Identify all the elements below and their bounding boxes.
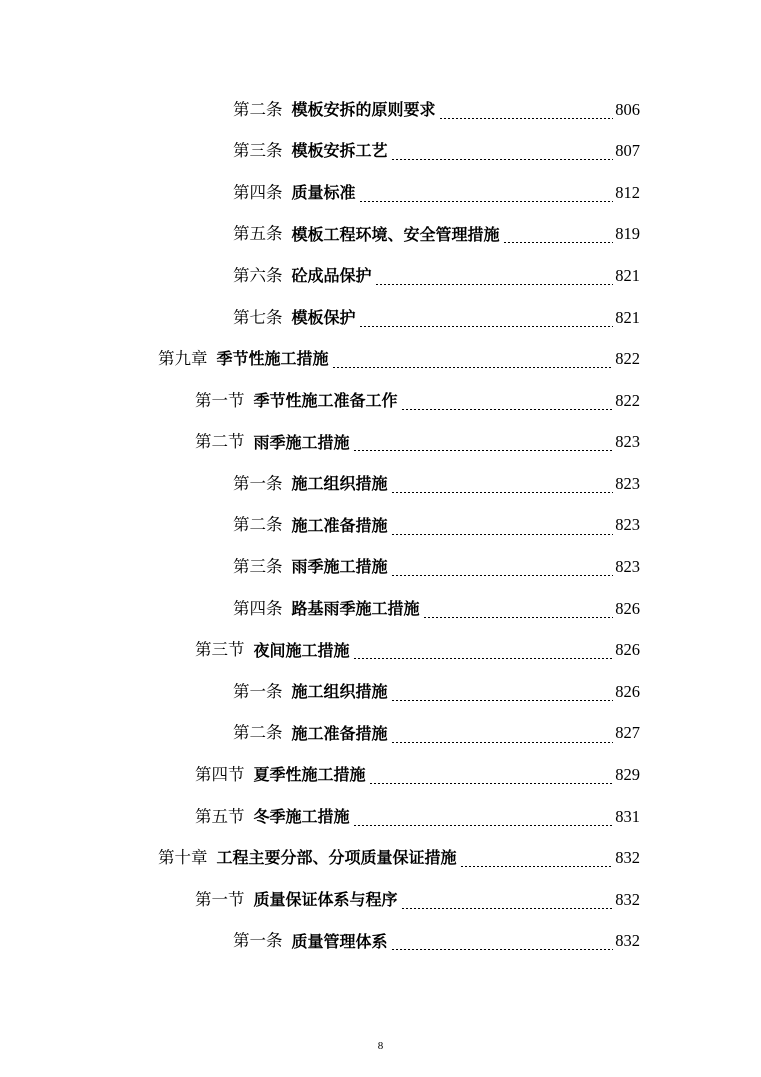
toc-entry-page: 823 [615, 473, 640, 493]
toc-entry-number: 第一条 [233, 931, 283, 951]
toc-entry-page: 806 [615, 99, 640, 119]
toc-entry-page: 821 [615, 307, 640, 327]
toc-entry-title: 模板安拆工艺 [291, 141, 388, 161]
toc-entry-page: 822 [615, 349, 640, 369]
toc-entry-page: 823 [615, 432, 640, 452]
toc-entry-page: 832 [615, 848, 640, 868]
table-of-contents [0, 89, 761, 962]
toc-entry-title: 雨季施工措施 [291, 557, 388, 577]
toc-entry-title: 施工组织措施 [291, 682, 388, 702]
toc-entry-number: 第二节 [195, 432, 245, 452]
toc-entry[interactable] [0, 463, 761, 505]
toc-entry-number: 第七条 [233, 307, 283, 327]
toc-entry-title: 施工准备措施 [291, 723, 388, 743]
toc-entry-title: 质量管理体系 [291, 931, 388, 951]
toc-section-entry[interactable] [0, 755, 761, 797]
toc-entry-title: 工程主要分部、分项质量保证措施 [216, 848, 457, 868]
toc-entry[interactable] [0, 255, 761, 297]
toc-entry-title: 施工准备措施 [291, 515, 388, 535]
dot-leader [391, 949, 614, 950]
toc-entry-page: 807 [615, 141, 640, 161]
toc-entry-title: 路基雨季施工措施 [291, 598, 420, 618]
dot-leader [391, 575, 614, 576]
toc-entry-title: 季节性施工措施 [216, 349, 329, 369]
dot-leader [391, 700, 614, 701]
toc-entry[interactable] [0, 588, 761, 630]
toc-section-entry[interactable] [0, 422, 761, 464]
dot-leader [391, 159, 614, 160]
toc-entry-page: 823 [615, 515, 640, 535]
toc-entry-number: 第四节 [195, 765, 245, 785]
toc-entry-number: 第二条 [233, 99, 283, 119]
dot-leader [460, 866, 614, 867]
toc-entry-number: 第一条 [233, 473, 283, 493]
toc-entry-page: 822 [615, 390, 640, 410]
toc-entry-page: 832 [615, 889, 640, 909]
toc-entry-page: 832 [615, 931, 640, 951]
toc-chapter-entry[interactable] [0, 339, 761, 381]
toc-entry-page: 819 [615, 224, 640, 244]
toc-entry-number: 第四条 [233, 182, 283, 202]
toc-entry-number: 第一节 [195, 889, 245, 909]
toc-entry[interactable] [0, 505, 761, 547]
toc-entry-title: 冬季施工措施 [253, 806, 350, 826]
toc-entry-title: 夜间施工措施 [253, 640, 350, 660]
toc-entry-title: 季节性施工准备工作 [253, 390, 398, 410]
dot-leader [369, 783, 614, 784]
toc-entry-title: 模板工程环境、安全管理措施 [291, 224, 500, 244]
toc-entry-page: 826 [615, 681, 640, 701]
dot-leader [391, 492, 614, 493]
toc-entry-title: 模板保护 [291, 307, 356, 327]
dot-leader [353, 825, 614, 826]
toc-entry-page: 826 [615, 640, 640, 660]
toc-entry[interactable] [0, 547, 761, 589]
dot-leader [359, 326, 614, 327]
toc-entry-title: 模板安拆的原则要求 [291, 99, 436, 119]
toc-entry[interactable] [0, 671, 761, 713]
toc-entry-page: 823 [615, 557, 640, 577]
toc-entry-number: 第一节 [195, 390, 245, 410]
dot-leader [391, 742, 614, 743]
toc-entry-title: 夏季性施工措施 [253, 765, 366, 785]
toc-entry-number: 第五条 [233, 224, 283, 244]
dot-leader [401, 908, 614, 909]
dot-leader [423, 617, 614, 618]
toc-entry-page: 827 [615, 723, 640, 743]
toc-entry[interactable] [0, 172, 761, 214]
toc-entry-page: 831 [615, 806, 640, 826]
toc-entry-number: 第十章 [158, 848, 208, 868]
toc-entry[interactable] [0, 713, 761, 755]
toc-entry-number: 第四条 [233, 598, 283, 618]
dot-leader [401, 409, 614, 410]
toc-entry-title: 质量保证体系与程序 [253, 890, 398, 910]
toc-entry-number: 第五节 [195, 806, 245, 826]
page-number: 8 [377, 1040, 384, 1052]
toc-entry-number: 第二条 [233, 723, 283, 743]
toc-entry-number: 第二条 [233, 515, 283, 535]
toc-entry-title: 雨季施工措施 [253, 432, 350, 452]
dot-leader [439, 118, 614, 119]
toc-entry[interactable] [0, 214, 761, 256]
dot-leader [359, 201, 614, 202]
toc-entry-page: 821 [615, 265, 640, 285]
dot-leader [353, 658, 614, 659]
toc-section-entry[interactable] [0, 630, 761, 672]
toc-entry[interactable] [0, 131, 761, 173]
toc-entry[interactable] [0, 921, 761, 963]
toc-entry-title: 质量标准 [291, 182, 356, 202]
dot-leader [503, 242, 614, 243]
dot-leader [391, 534, 614, 535]
toc-entry-number: 第三节 [195, 640, 245, 660]
toc-entry-number: 第三条 [233, 141, 283, 161]
dot-leader [375, 284, 614, 285]
toc-section-entry[interactable] [0, 380, 761, 422]
dot-leader [353, 450, 614, 451]
toc-entry-number: 第六条 [233, 265, 283, 285]
toc-section-entry[interactable] [0, 879, 761, 921]
toc-entry-page: 812 [615, 182, 640, 202]
dot-leader [332, 367, 614, 368]
toc-section-entry[interactable] [0, 796, 761, 838]
toc-entry-page: 826 [615, 598, 640, 618]
toc-entry-number: 第三条 [233, 557, 283, 577]
toc-entry-title: 砼成品保护 [291, 266, 372, 286]
toc-entry[interactable] [0, 89, 761, 131]
toc-chapter-entry[interactable] [0, 838, 761, 880]
toc-entry[interactable] [0, 297, 761, 339]
toc-entry-title: 施工组织措施 [291, 474, 388, 494]
toc-entry-page: 829 [615, 765, 640, 785]
toc-entry-number: 第一条 [233, 681, 283, 701]
toc-entry-number: 第九章 [158, 349, 208, 369]
